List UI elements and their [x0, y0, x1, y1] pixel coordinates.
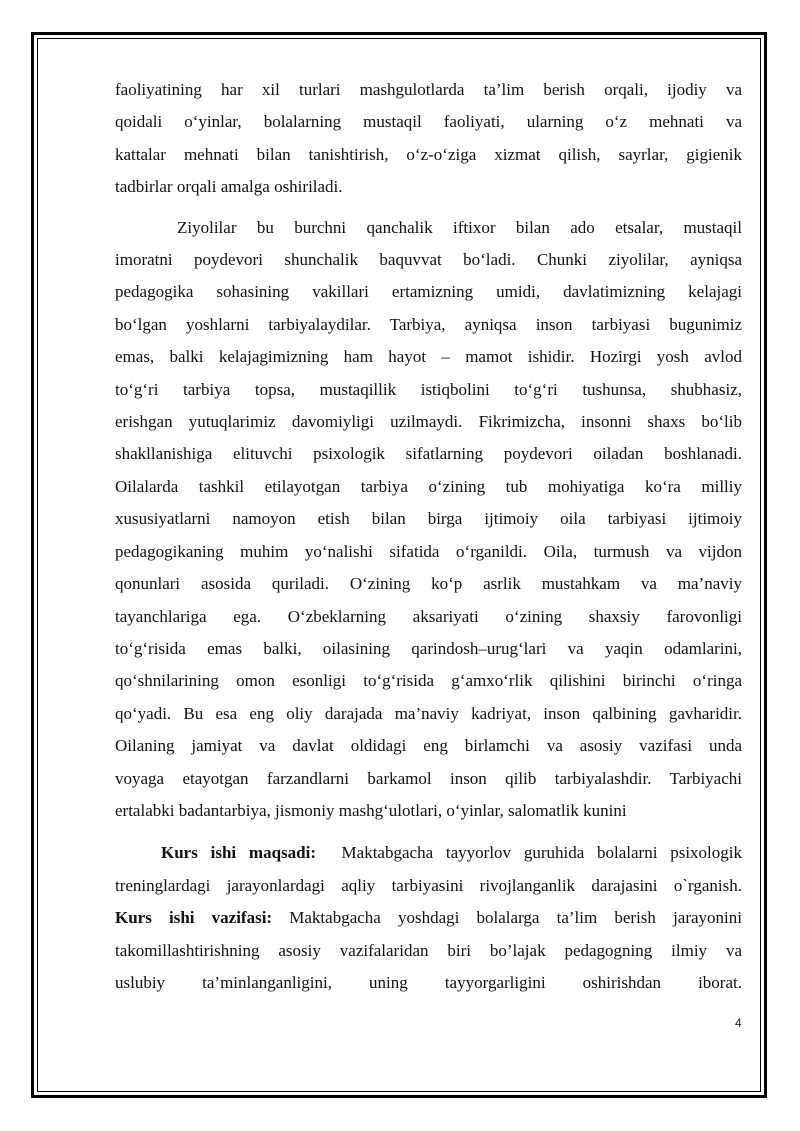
text-line: qonunlari asosida quriladi. O‘zining ko‘p asrlik mustahkam va ma’naviy	[115, 574, 742, 594]
text-line: emas, balki kelajagimizning ham hayot – mamot ishidir. Hozirgi yosh avlod	[115, 347, 742, 367]
text-line: imoratni poydevori shunchalik baquvvat bo‘ladi. Chunki ziyolilar, ayniqsa	[115, 250, 742, 270]
document-body	[115, 74, 742, 999]
text-line: to‘g‘ri tarbiya topsa, mustaqillik istiqbolini to‘g‘ri tushunsa, shubhasiz,	[115, 379, 742, 399]
goal-text: Maktabgacha tayyorlov guruhida bolalarni psixologik	[341, 843, 743, 863]
text-line: qo‘yadi. Bu esa eng oliy darajada ma’naviy kadriyat, inson qalbining gavharidir.	[115, 703, 742, 723]
page-number: 4	[735, 1016, 742, 1030]
task-text: Maktabgacha yoshdagi bolalarga ta’lim berish jarayonini	[289, 908, 742, 928]
paragraph-3	[115, 837, 742, 999]
text-line: tayanchlariga ega. O‘zbeklarning aksariyati o‘zining shaxsiy farovonligi	[115, 606, 742, 626]
text-line: tadbirlar orqali amalga oshiriladi.	[115, 177, 343, 197]
text-line: Ziyolilar bu burchni qanchalik iftixor bilan ado etsalar, mustaqil	[177, 217, 742, 237]
paragraph-2	[115, 212, 742, 828]
task-label: Kurs ishi vazifasi:	[115, 908, 273, 928]
text-line: erishgan yutuqlarimiz davomiyligi uzilmaydi. Fikrimizcha, insonni shaxs bo‘lib	[115, 412, 742, 432]
text-line: uslubiy ta’minlanganligini, uning tayyorgarligini oshirishdan iborat.	[115, 972, 742, 992]
text-line: faoliyatining har xil turlari mashgulotlarda ta’lim berish orqali, ijodiy va	[115, 80, 742, 99]
goal-label: Kurs ishi maqsadi:	[161, 843, 316, 863]
text-line: treninglardagi jarayonlardagi aqliy tarbiyasini rivojlanganlik darajasini o`rganish.	[115, 875, 742, 895]
text-line: takomillashtirishning asosiy vazifalaridan biri bo’lajak pedagogning ilmiy va	[115, 940, 742, 960]
text-line: bo‘lgan yoshlarni tarbiyalaydilar. Tarbiya, ayniqsa inson tarbiyasi bugunimiz	[115, 314, 742, 334]
text-line: qo‘shnilarining omon esonligi to‘g‘risida g‘amxo‘rlik qilishini birinchi o‘ringa	[115, 671, 742, 691]
text-line: shakllanishiga elituvchi psixologik sifatlarning poydevori oiladan boshlanadi.	[115, 444, 742, 464]
text-line: ertalabki badantarbiya, jismoniy mashg‘ulotlari, o‘yinlar, salomatlik kunini	[115, 800, 627, 820]
text-line: Oilalarda tashkil etilayotgan tarbiya o‘zining tub mohiyatiga ko‘ra milliy	[115, 476, 742, 496]
text-line: pedagogika sohasining vakillari ertamizning umidi, davlatimizning kelajagi	[115, 282, 742, 302]
text-line: xususiyatlarni namoyon etish bilan birga ijtimoiy oila tarbiyasi ijtimoiy	[115, 509, 742, 529]
goal-line	[115, 837, 742, 869]
text-line: qoidali o‘yinlar, bolalarning mustaqil faoliyati, ularning o‘z mehnati va	[115, 112, 742, 132]
text-line: kattalar mehnati bilan tanishtirish, o‘z-o‘ziga xizmat qilish, sayrlar, gigienik	[115, 144, 742, 164]
task-line	[115, 902, 742, 934]
text-line: Oilaning jamiyat va davlat oldidagi eng birlamchi va asosiy vazifasi unda	[115, 736, 742, 756]
text-line: voyaga etayotgan farzandlarni barkamol inson qilib tarbiyalashdir. Tarbiyachi	[115, 768, 742, 788]
text-line: pedagogikaning muhim yo‘nalishi sifatida o‘rganildi. Oila, turmush va vijdon	[115, 541, 742, 561]
text-line: to‘g‘risida emas balki, oilasining qarindosh–urug‘lari va yaqin odamlarini,	[115, 638, 742, 658]
paragraph-1	[115, 74, 742, 204]
